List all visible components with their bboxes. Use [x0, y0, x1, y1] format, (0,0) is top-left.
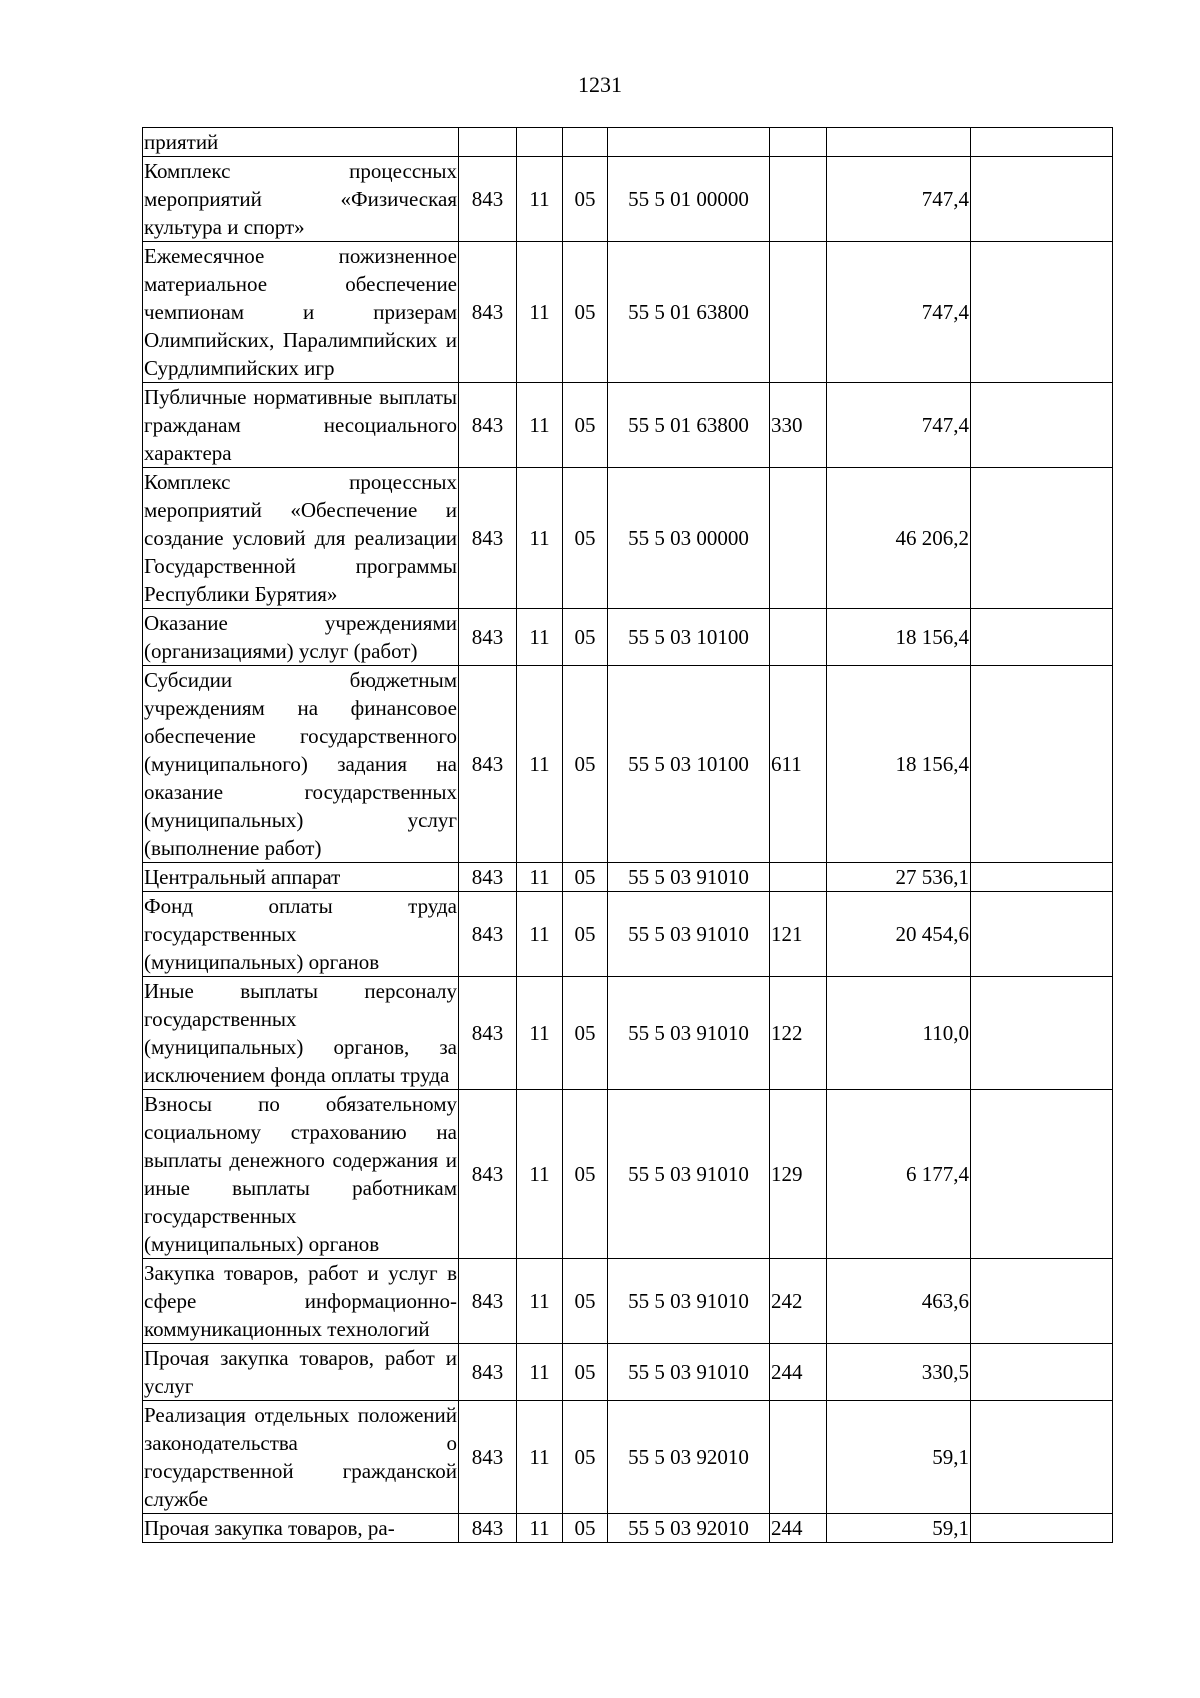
row-name: Ежемесячное пожизненное материальное обеспечение чемпионам и призерам Олимпийских, Паралимпийских и Сурдлимпийских игр [143, 242, 459, 383]
row-name: Прочая закупка товаров, ра- [143, 1514, 459, 1543]
table-row [143, 609, 1113, 666]
row-target-code: 55 5 03 91010 [608, 863, 770, 892]
row-expense-type: 242 [770, 1259, 827, 1344]
row-empty-cell [971, 128, 1113, 157]
row-grbs: 843 [459, 666, 517, 863]
row-expense-type [770, 1401, 827, 1514]
row-subsection: 05 [563, 1090, 608, 1259]
row-amount: 18 156,4 [827, 666, 971, 863]
table-row [143, 383, 1113, 468]
table-row [143, 128, 1113, 157]
row-section: 11 [517, 977, 563, 1090]
row-section: 11 [517, 468, 563, 609]
row-subsection: 05 [563, 863, 608, 892]
row-section: 11 [517, 1344, 563, 1401]
row-subsection [563, 128, 608, 157]
row-target-code: 55 5 03 91010 [608, 977, 770, 1090]
row-name: Прочая закупка товаров, работ и услуг [143, 1344, 459, 1401]
row-expense-type [770, 609, 827, 666]
row-amount: 18 156,4 [827, 609, 971, 666]
row-target-code: 55 5 01 63800 [608, 383, 770, 468]
row-subsection: 05 [563, 1514, 608, 1543]
row-target-code: 55 5 01 63800 [608, 242, 770, 383]
row-name: Фонд оплаты труда государственных (муниципальных) органов [143, 892, 459, 977]
row-section: 11 [517, 666, 563, 863]
row-target-code: 55 5 03 92010 [608, 1401, 770, 1514]
row-name: Субсидии бюджетным учреждениям на финансовое обеспечение государственного (муниципального) задания на оказание государственных (муниципальных) услуг (выполнение работ) [143, 666, 459, 863]
row-section: 11 [517, 1514, 563, 1543]
table-row [143, 1401, 1113, 1514]
row-empty-cell [971, 892, 1113, 977]
row-amount: 747,4 [827, 383, 971, 468]
row-target-code: 55 5 03 91010 [608, 1090, 770, 1259]
page-number: 1231 [578, 72, 622, 97]
row-amount: 463,6 [827, 1259, 971, 1344]
row-section: 11 [517, 892, 563, 977]
row-amount: 6 177,4 [827, 1090, 971, 1259]
row-empty-cell [971, 157, 1113, 242]
row-empty-cell [971, 977, 1113, 1090]
row-grbs: 843 [459, 383, 517, 468]
row-amount: 27 536,1 [827, 863, 971, 892]
row-subsection: 05 [563, 1344, 608, 1401]
row-amount: 59,1 [827, 1401, 971, 1514]
row-expense-type: 129 [770, 1090, 827, 1259]
row-section: 11 [517, 383, 563, 468]
row-name: Закупка товаров, работ и услуг в сфере информационно-коммуникационных технологий [143, 1259, 459, 1344]
row-name: Комплекс процессных мероприятий «Обеспечение и создание условий для реализации Государственной программы Республики Бурятия» [143, 468, 459, 609]
row-name: Публичные нормативные выплаты гражданам несоциального характера [143, 383, 459, 468]
row-empty-cell [971, 242, 1113, 383]
row-empty-cell [971, 609, 1113, 666]
row-subsection: 05 [563, 977, 608, 1090]
row-empty-cell [971, 1401, 1113, 1514]
row-subsection: 05 [563, 892, 608, 977]
table-row [143, 1344, 1113, 1401]
row-empty-cell [971, 1514, 1113, 1543]
row-subsection: 05 [563, 666, 608, 863]
row-expense-type: 330 [770, 383, 827, 468]
table-row [143, 157, 1113, 242]
row-target-code: 55 5 03 91010 [608, 1259, 770, 1344]
row-grbs: 843 [459, 863, 517, 892]
row-empty-cell [971, 666, 1113, 863]
row-amount [827, 128, 971, 157]
row-name: Взносы по обязательному социальному страхованию на выплаты денежного содержания и иные выплаты работникам государственных (муниципальных) органов [143, 1090, 459, 1259]
row-subsection: 05 [563, 1401, 608, 1514]
row-expense-type [770, 242, 827, 383]
row-target-code: 55 5 03 91010 [608, 892, 770, 977]
row-subsection: 05 [563, 383, 608, 468]
row-name: Оказание учреждениями (организациями) услуг (работ) [143, 609, 459, 666]
row-section: 11 [517, 157, 563, 242]
row-grbs: 843 [459, 977, 517, 1090]
row-expense-type: 121 [770, 892, 827, 977]
row-name: Иные выплаты персоналу государственных (муниципальных) органов, за исключением фонда оплаты труда [143, 977, 459, 1090]
row-grbs: 843 [459, 468, 517, 609]
row-empty-cell [971, 1259, 1113, 1344]
row-amount: 46 206,2 [827, 468, 971, 609]
row-expense-type [770, 128, 827, 157]
row-section: 11 [517, 1259, 563, 1344]
row-name: Реализация отдельных положений законодательства о государственной гражданской службе [143, 1401, 459, 1514]
row-section [517, 128, 563, 157]
row-empty-cell [971, 468, 1113, 609]
row-target-code: 55 5 03 91010 [608, 1344, 770, 1401]
row-amount: 59,1 [827, 1514, 971, 1543]
row-grbs: 843 [459, 1514, 517, 1543]
budget-table [142, 127, 1113, 1543]
table-row [143, 1514, 1113, 1543]
table-row [143, 666, 1113, 863]
row-subsection: 05 [563, 468, 608, 609]
row-target-code: 55 5 03 92010 [608, 1514, 770, 1543]
row-target-code: 55 5 01 00000 [608, 157, 770, 242]
table-row [143, 1090, 1113, 1259]
row-grbs: 843 [459, 1259, 517, 1344]
row-expense-type [770, 468, 827, 609]
table-row [143, 892, 1113, 977]
row-grbs: 843 [459, 892, 517, 977]
table-row [143, 468, 1113, 609]
row-subsection: 05 [563, 157, 608, 242]
row-section: 11 [517, 242, 563, 383]
row-empty-cell [971, 383, 1113, 468]
row-empty-cell [971, 1344, 1113, 1401]
row-target-code: 55 5 03 10100 [608, 609, 770, 666]
row-grbs [459, 128, 517, 157]
row-amount: 20 454,6 [827, 892, 971, 977]
row-amount: 747,4 [827, 242, 971, 383]
row-expense-type: 122 [770, 977, 827, 1090]
row-expense-type: 244 [770, 1344, 827, 1401]
row-amount: 110,0 [827, 977, 971, 1090]
row-subsection: 05 [563, 1259, 608, 1344]
row-amount: 330,5 [827, 1344, 971, 1401]
row-grbs: 843 [459, 609, 517, 666]
row-grbs: 843 [459, 1090, 517, 1259]
row-grbs: 843 [459, 1401, 517, 1514]
table-row [143, 977, 1113, 1090]
row-expense-type [770, 863, 827, 892]
row-target-code [608, 128, 770, 157]
row-subsection: 05 [563, 242, 608, 383]
row-expense-type: 611 [770, 666, 827, 863]
row-target-code: 55 5 03 00000 [608, 468, 770, 609]
row-name: Центральный аппарат [143, 863, 459, 892]
table-row [143, 1259, 1113, 1344]
row-name: Комплекс процессных мероприятий «Физическая культура и спорт» [143, 157, 459, 242]
row-target-code: 55 5 03 10100 [608, 666, 770, 863]
row-name: приятий [143, 128, 459, 157]
row-section: 11 [517, 863, 563, 892]
row-grbs: 843 [459, 1344, 517, 1401]
row-grbs: 843 [459, 157, 517, 242]
row-section: 11 [517, 609, 563, 666]
row-subsection: 05 [563, 609, 608, 666]
row-empty-cell [971, 1090, 1113, 1259]
table-row [143, 242, 1113, 383]
row-section: 11 [517, 1090, 563, 1259]
row-expense-type: 244 [770, 1514, 827, 1543]
row-expense-type [770, 157, 827, 242]
row-section: 11 [517, 1401, 563, 1514]
row-amount: 747,4 [827, 157, 971, 242]
row-empty-cell [971, 863, 1113, 892]
row-grbs: 843 [459, 242, 517, 383]
table-row [143, 863, 1113, 892]
